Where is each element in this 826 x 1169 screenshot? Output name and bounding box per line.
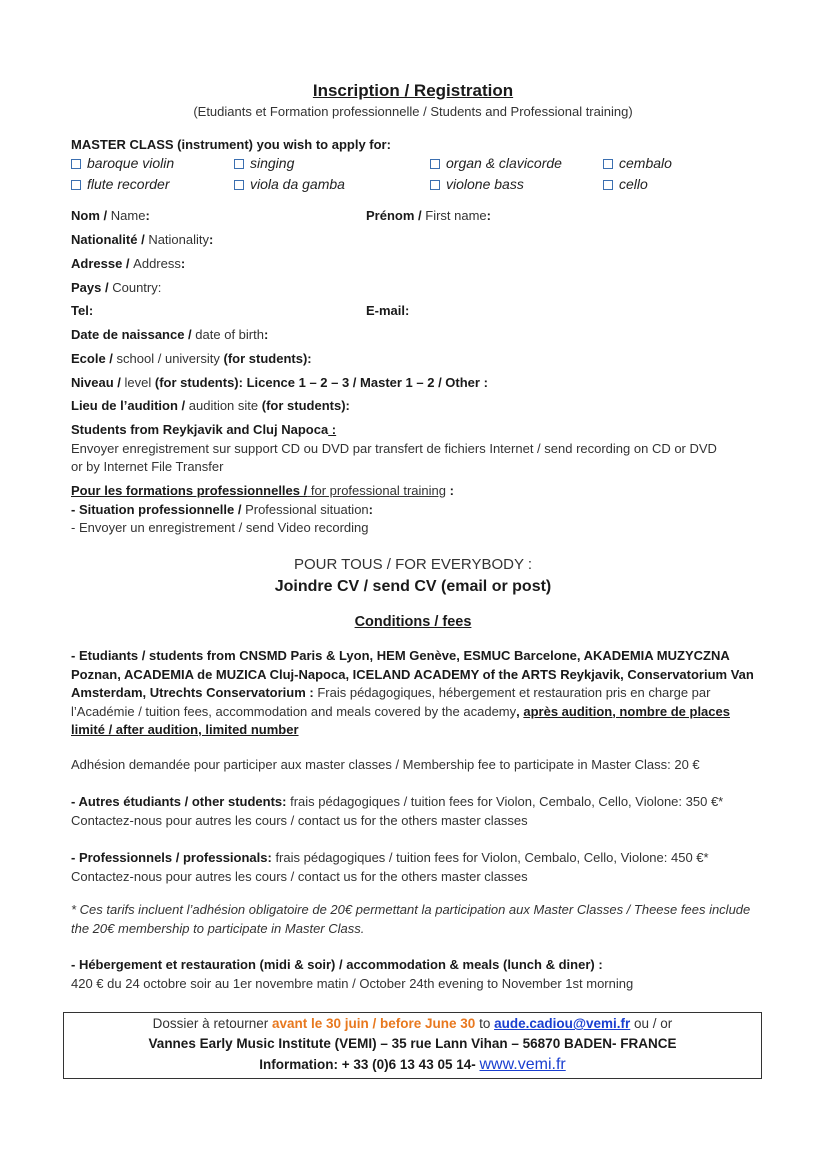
footer-info: Information: + 33 (0)6 13 43 05 14- www.vemi.fr — [259, 1056, 566, 1073]
field-country[interactable]: Pays / Country: — [71, 280, 162, 295]
checkbox-icon[interactable] — [603, 159, 613, 169]
page-title: Inscription / Registration — [312, 81, 514, 100]
checkbox-icon[interactable] — [430, 180, 440, 190]
checkbox-icon[interactable] — [234, 180, 244, 190]
field-tel[interactable]: Tel: — [71, 303, 94, 318]
fees-professionals-contact: Contactez-nous pour autres les cours / contact us for the others master classes — [71, 869, 528, 884]
cv-heading: Joindre CV / send CV (email or post) — [274, 578, 552, 595]
field-level[interactable]: Niveau / level (for students): Licence 1 – 2 – 3 / Master 1 – 2 / Other : — [71, 375, 488, 390]
field-audition-site[interactable]: Lieu de l’audition / audition site (for students): — [71, 398, 350, 413]
footer-dossier: Dossier à retourner avant le 30 juin / before June 30 to aude.cadiou@vemi.fr ou / or — [152, 1016, 673, 1031]
fees-membership: Adhésion demandée pour participer aux master classes / Membership fee to participate in Master Class: 20 € — [71, 757, 700, 772]
option-violone-bass[interactable]: violone bass — [430, 176, 524, 192]
checkbox-icon[interactable] — [603, 180, 613, 190]
option-cello[interactable]: cello — [603, 176, 648, 192]
fees-professionals: - Professionnels / professionals: frais pédagogiques / tuition fees for Violon, Cembalo, Cello, Violone: 450 €* — [71, 850, 709, 865]
website-link[interactable]: www.vemi.fr — [479, 1056, 566, 1073]
checkbox-icon[interactable] — [430, 159, 440, 169]
checkbox-icon[interactable] — [234, 159, 244, 169]
field-first-name[interactable]: Prénom / First name: — [366, 208, 491, 223]
option-organ-clavicorde[interactable]: organ & clavicorde — [430, 155, 562, 171]
reykjavik-heading: Students from Reykjavik and Cluj Napoca : — [71, 422, 337, 437]
footer-address: Vannes Early Music Institute (VEMI) – 35 rue Lann Vihan – 56870 BADEN- FRANCE — [148, 1036, 677, 1051]
field-school[interactable]: Ecole / school / university (for students): — [71, 351, 312, 366]
conditions-heading: Conditions / fees — [354, 614, 472, 630]
pro-heading: Pour les formations professionnelles / for professional training : — [71, 483, 454, 498]
option-singing[interactable]: singing — [234, 155, 294, 171]
field-email[interactable]: E-mail: — [366, 303, 410, 318]
reykjavik-line1: Envoyer enregistrement sur support CD ou DVD par transfert de fichiers Internet / send recording on CD or DVD — [71, 441, 717, 456]
everybody-heading: POUR TOUS / FOR EVERYBODY : — [293, 556, 533, 573]
fees-students: - Etudiants / students from CNSMD Paris & Lyon, HEM Genève, ESMUC Barcelone, AKADEMIA MUZYCZNA Poznan, ACADEMIA de MUZICA Cluj-Napoca, ICELAND ACADEMY of the ARTS Reykjavik, Conservatorium Van Amsterdam, Utrechts Conservatorium : Frais pédagogiques, hébergement et restauration pris en charge par l’Académie / tuition fees, accommodation and meals covered by the academy, après audition, nombre de places limité / after audition, limited number — [71, 648, 754, 737]
option-flute-recorder[interactable]: flute recorder — [71, 176, 169, 192]
fees-other-contact: Contactez-nous pour autres les cours / contact us for the others master classes — [71, 813, 528, 828]
masterclass-label: MASTER CLASS (instrument) you wish to apply for: — [71, 137, 391, 152]
field-date-of-birth[interactable]: Date de naissance / date of birth: — [71, 327, 269, 342]
fees-note: * Ces tarifs incluent l’adhésion obligatoire de 20€ permettant la participation aux Master Classes / Theese fees include the 20€ membership to participate in Master Class. — [71, 902, 751, 936]
email-link[interactable]: aude.cadiou@vemi.fr — [494, 1016, 631, 1031]
option-cembalo[interactable]: cembalo — [603, 155, 672, 171]
fees-accommodation-dates: 420 € du 24 octobre soir au 1er novembre matin / October 24th evening to November 1st morning — [71, 976, 634, 991]
option-viola-da-gamba[interactable]: viola da gamba — [234, 176, 345, 192]
fees-other-students: - Autres étudiants / other students: frais pédagogiques / tuition fees for Violon, Cembalo, Cello, Violone: 350 €* — [71, 794, 724, 809]
checkbox-icon[interactable] — [71, 180, 81, 190]
field-name[interactable]: Nom / Name: — [71, 208, 150, 223]
field-address[interactable]: Adresse / Address: — [71, 256, 186, 271]
checkbox-icon[interactable] — [71, 159, 81, 169]
field-nationality[interactable]: Nationalité / Nationality: — [71, 232, 214, 247]
page-subtitle: (Etudiants et Formation professionnelle / Students and Professional training) — [193, 104, 633, 119]
pro-video: - Envoyer un enregistrement / send Video recording — [71, 520, 369, 535]
option-baroque-violin[interactable]: baroque violin — [71, 155, 174, 171]
pro-situation: - Situation professionnelle / Professional situation: — [71, 502, 373, 517]
reykjavik-line2: or by Internet File Transfer — [71, 459, 224, 474]
fees-accommodation: - Hébergement et restauration (midi & soir) / accommodation & meals (lunch & diner) : — [71, 957, 603, 972]
